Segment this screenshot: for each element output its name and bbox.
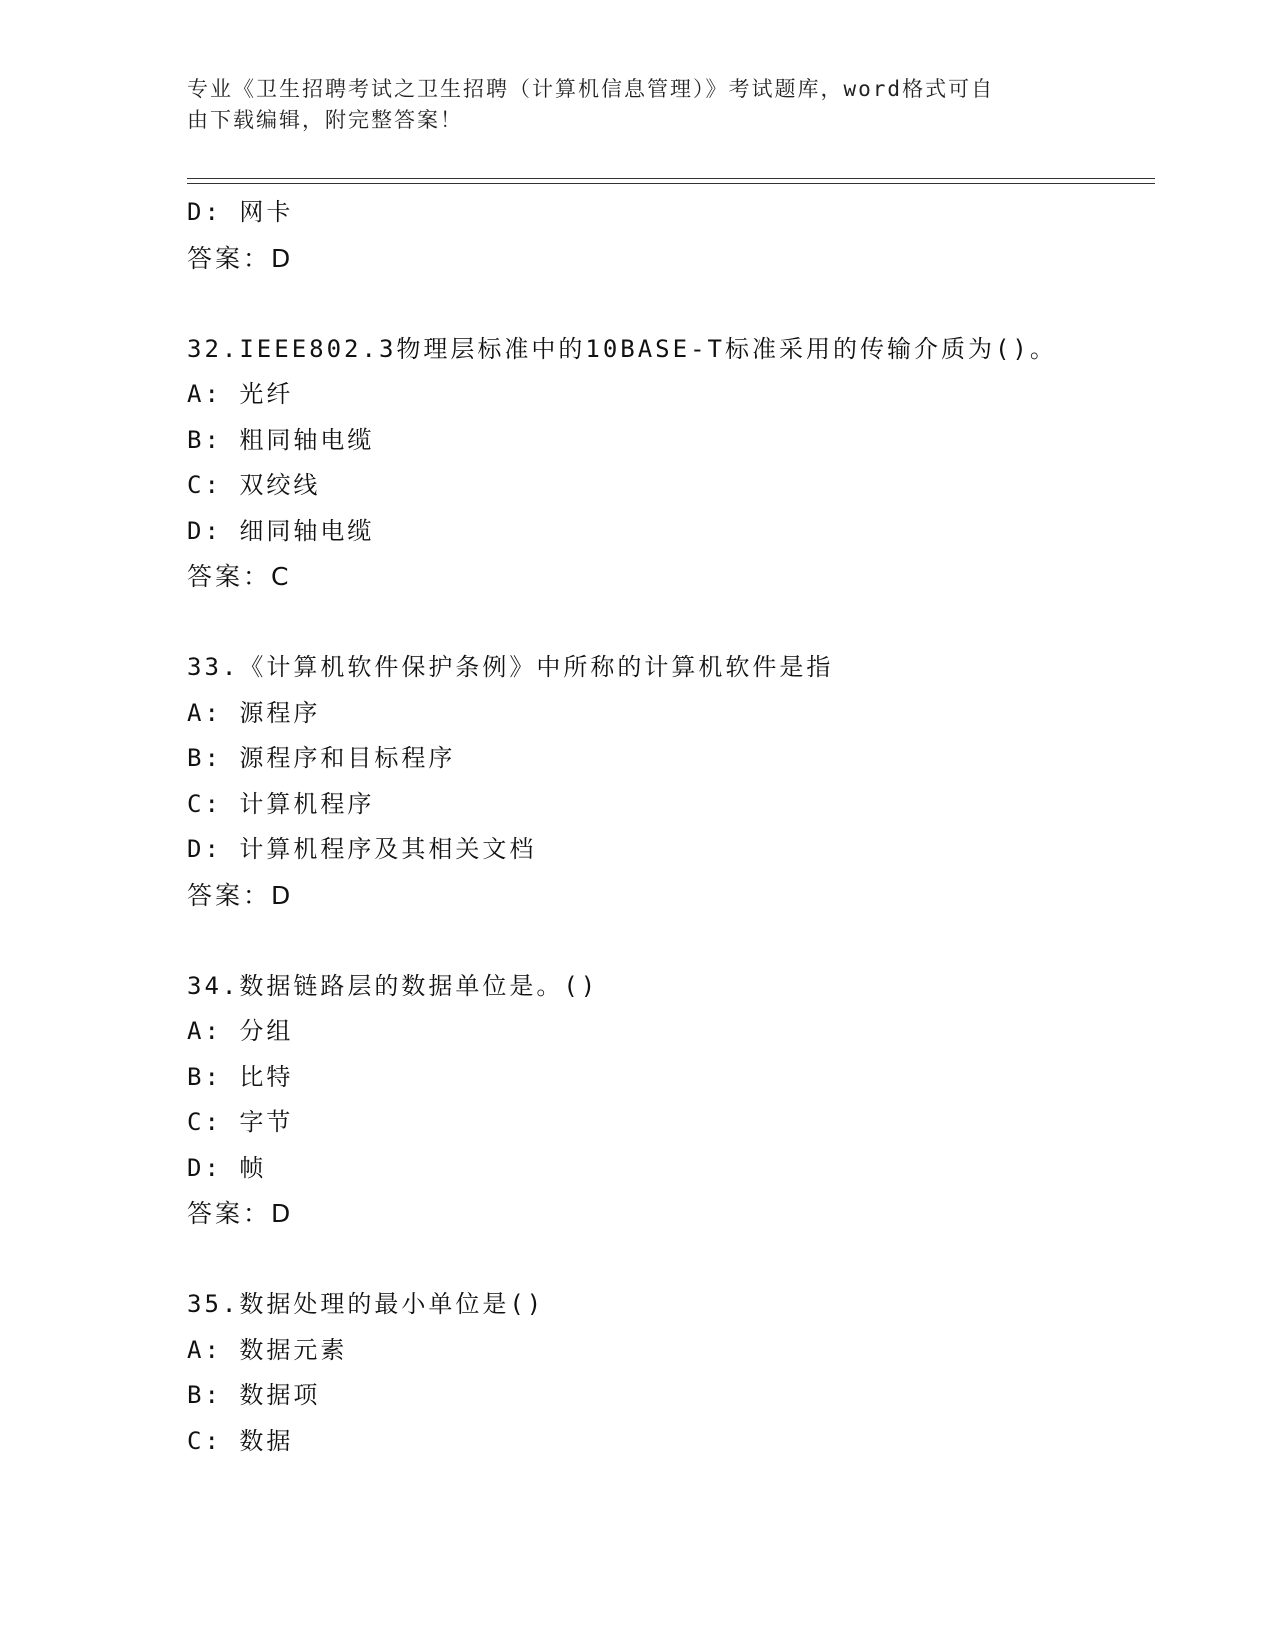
question-35-stem: 35.数据处理的最小单位是() bbox=[187, 1290, 545, 1318]
question-34-option-c: C: 字节 bbox=[187, 1108, 294, 1136]
question-35-option-a: A: 数据元素 bbox=[187, 1335, 348, 1364]
question-32-option-b: B: 粗同轴电缆 bbox=[187, 425, 375, 454]
header-line-2: 由下载编辑，附完整答案！ bbox=[187, 108, 463, 132]
question-33-option-c: C: 计算机程序 bbox=[187, 789, 375, 818]
prev-option-d: D: 网卡 bbox=[187, 198, 294, 226]
question-34-option-d: D: 帧 bbox=[187, 1153, 267, 1182]
header-divider-top bbox=[187, 178, 1155, 179]
question-34-answer: 答案：D bbox=[187, 1199, 294, 1228]
spacer bbox=[187, 918, 1167, 964]
question-33-answer: 答案：D bbox=[187, 880, 294, 910]
header-line-1: 专业《卫生招聘考试之卫生招聘（计算机信息管理）》考试题库，word格式可自 bbox=[187, 77, 995, 101]
question-34-stem: 34.数据链路层的数据单位是。() bbox=[187, 971, 599, 1000]
prev-answer: 答案：D bbox=[187, 243, 294, 273]
spacer bbox=[187, 1237, 1167, 1283]
header-divider-bottom bbox=[187, 183, 1155, 184]
document-header bbox=[187, 74, 1067, 136]
question-33-option-b: B: 源程序和目标程序 bbox=[187, 744, 456, 772]
question-33-option-d: D: 计算机程序及其相关文档 bbox=[187, 835, 537, 863]
question-34-option-b: B: 比特 bbox=[187, 1062, 294, 1091]
question-35-option-c: C: 数据 bbox=[187, 1426, 294, 1455]
question-32-stem: 32.IEEE802.3物理层标准中的10BASE-T标准采用的传输介质为()。 bbox=[187, 334, 1057, 363]
question-34-option-a: A: 分组 bbox=[187, 1017, 294, 1045]
question-32-option-c: C: 双绞线 bbox=[187, 471, 321, 499]
spacer bbox=[187, 600, 1167, 646]
question-33-option-a: A: 源程序 bbox=[187, 698, 321, 727]
spacer bbox=[187, 281, 1167, 327]
question-32-option-d: D: 细同轴电缆 bbox=[187, 516, 375, 545]
question-32-answer: 答案：C bbox=[187, 562, 292, 591]
question-35-option-b: B: 数据项 bbox=[187, 1381, 321, 1409]
question-32-option-a: A: 光纤 bbox=[187, 380, 294, 408]
question-33-stem: 33.《计算机软件保护条例》中所称的计算机软件是指 bbox=[187, 653, 834, 681]
question-list bbox=[187, 190, 1167, 1464]
